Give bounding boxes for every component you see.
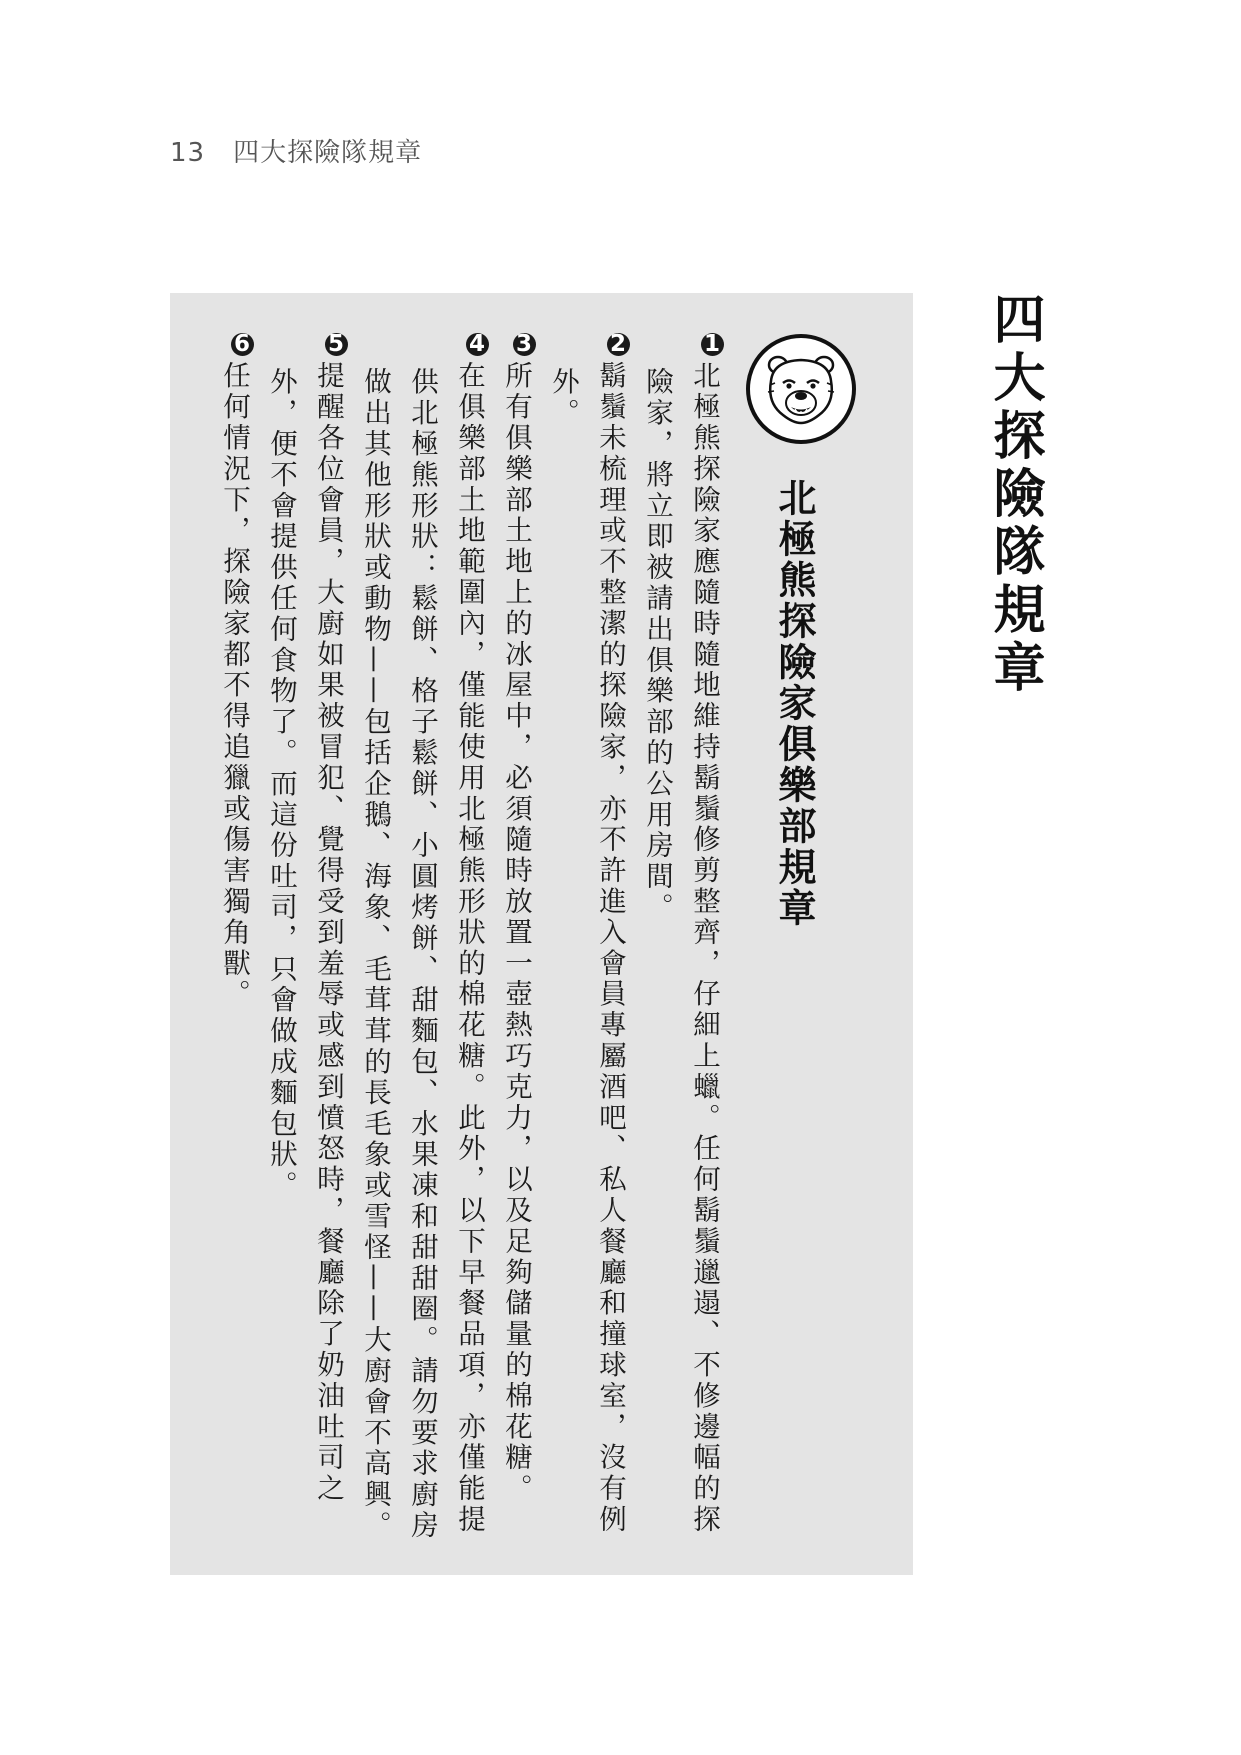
club-rules-title: 北極熊探險家俱樂部規章 [772,478,817,929]
rule-text: 提醒各位會員，大廚如果被冒犯、覺得受到羞辱或感到憤怒時，餐廳除了奶油吐司之外，便不會提供任何食物了。而這份吐司，只會做成麵包狀。 [265,361,344,1505]
rules-list [210,333,727,1553]
polar-bear-icon [745,333,857,445]
rule-number-badge: 3 [513,333,536,356]
page-number: 13 [170,138,206,168]
rule-number-badge: 5 [325,333,348,356]
section-title: 四大探險隊規章 [233,138,423,168]
rule-item [210,333,257,1553]
rule-item [492,333,539,1553]
rule-item [539,333,633,1553]
rule-item [257,333,351,1553]
rule-number-badge: 2 [607,333,630,356]
rule-text: 在俱樂部土地範圍內，僅能使用北極熊形狀的棉花糖。此外，以下早餐品項，亦僅能提供北極熊形狀：鬆餅、格子鬆餅、小圓烤餅、甜麵包、水果凍和甜甜圈。請勿要求廚房做出其他形狀或動物——包括企鵝、海象、毛茸茸的長毛象或雪怪——大廚會不高興。 [359,361,485,1542]
running-head [170,132,422,169]
rule-number-badge: 6 [231,333,254,356]
rule-number-badge: 1 [701,333,724,356]
rule-text: 任何情況下，探險家都不得追獵或傷害獨角獸。 [218,361,250,1010]
rule-text: 北極熊探險家應隨時隨地維持鬍鬚修剪整齊，仔細上蠟。任何鬍鬚邋遢、不修邊幅的探險家，將立即被請出俱樂部的公用房間。 [641,361,720,1536]
rule-number-badge: 4 [466,333,489,356]
rules-panel [170,293,913,1575]
rule-item [351,333,492,1553]
rule-item [633,333,727,1553]
rule-text: 所有俱樂部土地上的冰屋中，必須隨時放置一壺熱巧克力，以及足夠儲量的棉花糖。 [500,361,532,1505]
rule-text: 鬍鬚未梳理或不整潔的探險家，亦不許進入會員專屬酒吧、私人餐廳和撞球室，沒有例外。 [547,361,626,1536]
side-title: 四大探險隊規章 [984,292,1045,698]
